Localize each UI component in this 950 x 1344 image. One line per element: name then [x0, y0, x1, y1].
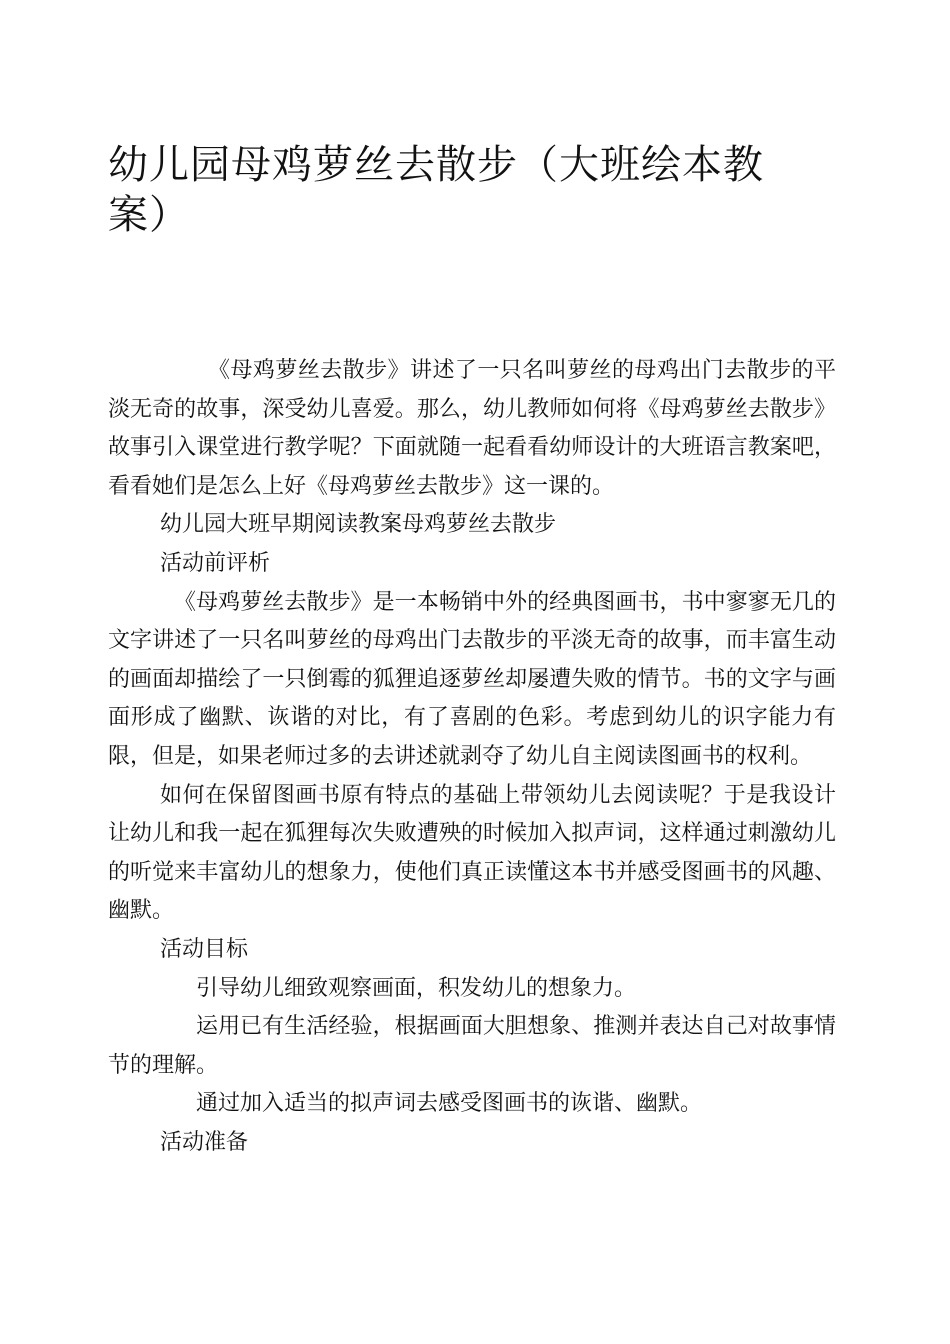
analysis-paragraph: 《母鸡萝丝去散步》是一本畅销中外的经典图画书，书中寥寥无几的文字讲述了一只名叫萝丝的母鸡出门去散步的平淡无奇的故事，而丰富生动的画面却描绘了一只倒霉的狐狸追逐萝丝却屡遭失败的情节。书的文字与画面形成了幽默、诙谐的对比，有了喜剧的色彩。考虑到幼儿的识字能力有限，但是，如果老师过多的去讲述就剥夺了幼儿自主阅读图画书的权利。 [108, 589, 836, 769]
lesson-plan-heading: 幼儿园大班早期阅读教案母鸡萝丝去散步 [160, 512, 557, 538]
document-body [108, 352, 836, 1162]
section-heading-analysis: 活动前评析 [160, 550, 271, 576]
section-heading-preparation: 活动准备 [160, 1129, 249, 1155]
goal-item-3: 通过加入适当的拟声词去感受图画书的诙谐、幽默。 [196, 1091, 703, 1117]
design-paragraph: 如何在保留图画书原有特点的基础上带领幼儿去阅读呢？于是我设计让幼儿和我一起在狐狸每次失败遭殃的时候加入拟声词，这样通过刺激幼儿的听觉来丰富幼儿的想象力，使他们真正读懂这本书并感受图画书的风趣、幽默。 [108, 782, 836, 924]
goal-item-1: 引导幼儿细致观察画面，积发幼儿的想象力。 [196, 975, 637, 1001]
goal-item-2: 运用已有生活经验，根据画面大胆想象、推测并表达自己对故事情节的理解。 [108, 1014, 836, 1078]
document-title: 幼儿园母鸡萝丝去散步（大班绘本教案） [108, 142, 764, 238]
section-heading-goals: 活动目标 [160, 936, 249, 962]
intro-paragraph: 《母鸡萝丝去散步》讲述了一只名叫萝丝的母鸡出门去散步的平淡无奇的故事，深受幼儿喜爱。那么，幼儿教师如何将《母鸡萝丝去散步》故事引入课堂进行教学呢？下面就随一起看看幼师设计的大班语言教案吧，看看她们是怎么上好《母鸡萝丝去散步》这一课的。 [108, 358, 836, 499]
